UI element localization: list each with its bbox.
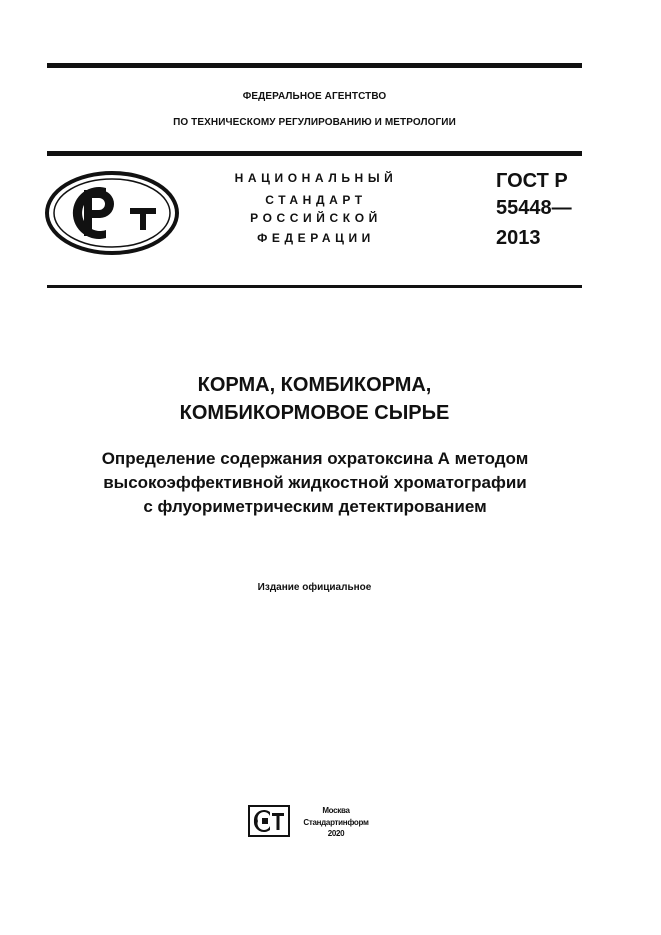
standard-code-line-2: 55448— [496,197,572,219]
edition-note: Издание официальное [257,582,372,593]
document-title-line-2: КОМБИКОРМОВОЕ СЫРЬЕ [179,402,450,424]
standard-type-line-3: РОССИЙСКОЙ [250,211,382,225]
standard-code-line-1: ГОСТ Р [496,170,568,192]
section-rule [47,285,582,288]
publisher-city: Москва [322,806,350,815]
publisher-logo-icon [248,805,290,837]
document-subtitle-line-2: высокоэффективной жидкостной хроматографии [103,473,527,492]
document-subtitle-line-1: Определение содержания охратоксина А методом [101,449,529,468]
agency-line-1: ФЕДЕРАЛЬНОЕ АГЕНТСТВО [242,91,387,102]
rst-mark-icon [44,170,180,256]
publisher-year: 2020 [327,829,345,838]
standard-code-line-3: 2013 [496,227,541,249]
standard-type-line-1: НАЦИОНАЛЬНЫЙ [234,171,398,185]
standard-type-line-2: СТАНДАРТ [265,193,367,207]
document-title-line-1: КОРМА, КОМБИКОРМА, [197,374,432,396]
header-rule [47,151,582,156]
standard-type-line-4: ФЕДЕРАЦИИ [257,231,375,245]
document-subtitle-line-3: с флуориметрическим детектированием [143,497,487,516]
agency-line-2: ПО ТЕХНИЧЕСКОМУ РЕГУЛИРОВАНИЮ И МЕТРОЛОГИИ [173,117,456,128]
top-rule [47,63,582,68]
publisher-name: Стандартинформ [303,818,369,827]
